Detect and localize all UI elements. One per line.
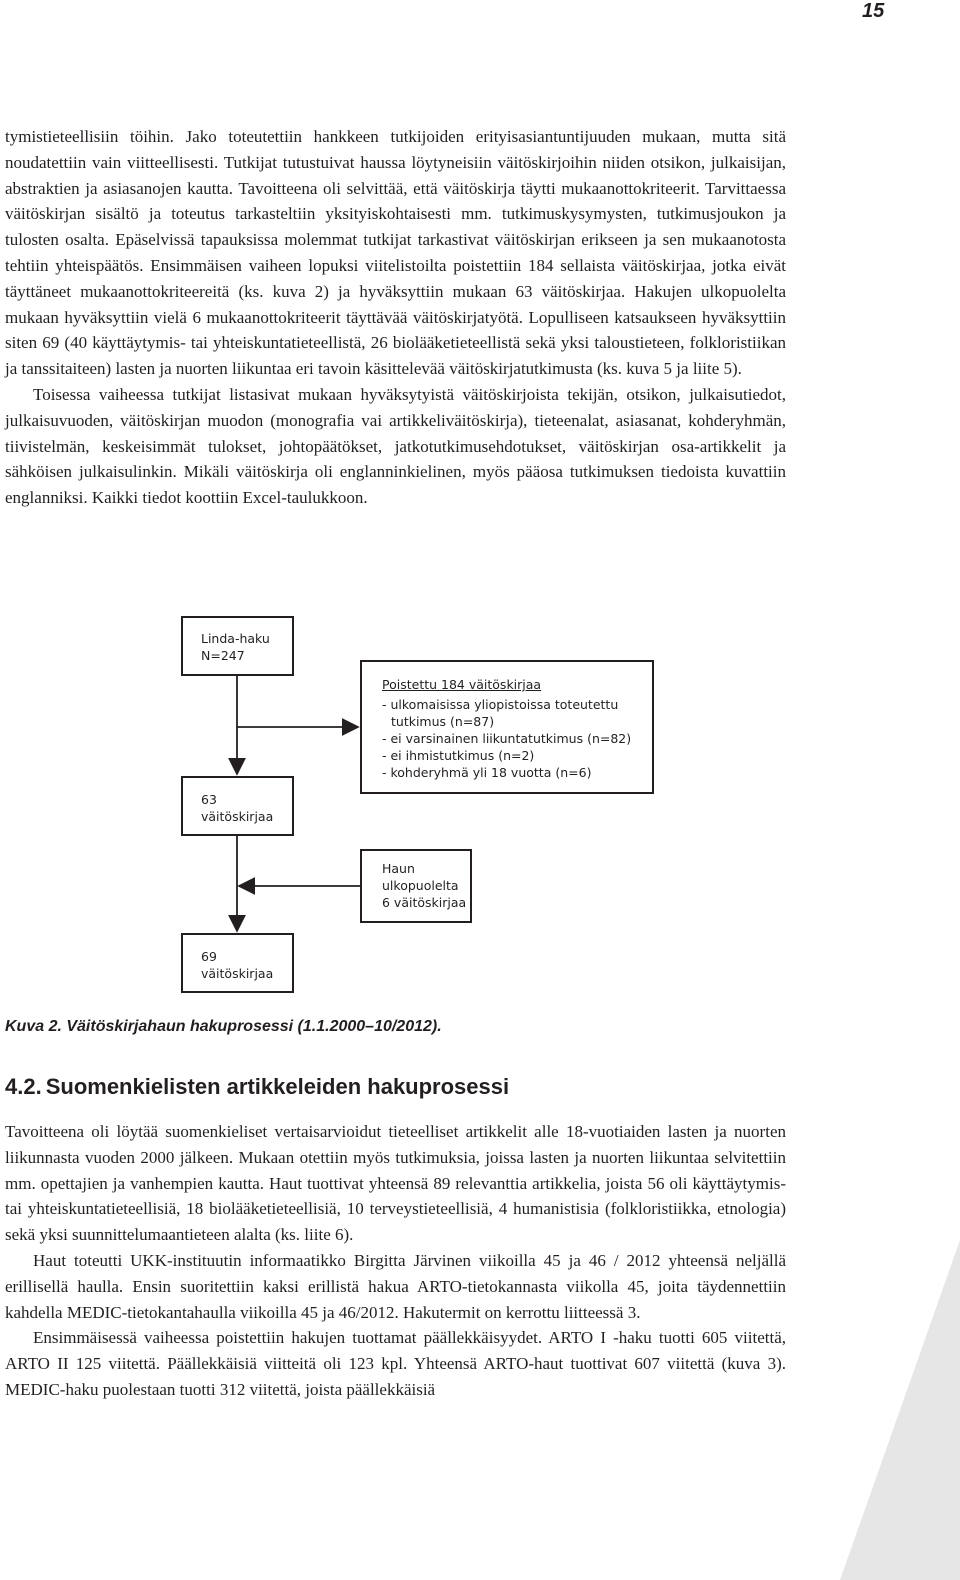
box-line: ulkopuolelta bbox=[382, 878, 459, 893]
box-line: Linda-haku bbox=[201, 631, 270, 646]
decorative-corner-shape bbox=[840, 1240, 960, 1580]
figure-caption: Kuva 2. Väitöskirjahaun hakuprosessi (1.1.2000–10/2012). bbox=[5, 1018, 442, 1035]
paragraph: Tavoitteena oli löytää suomenkieliset vertaisarvioidut tieteelliset artikkelit alle 18-vuotiaiden lasten ja nuorten liikunnasta vuoden 2000 jälkeen. Mukaan otettiin myös tutkimuksia, joissa lasten ja nuorten liikuntaa selvitettiin mm. opettajien ja vanhempien kautta. Haut tuottivat yhteensä 89 relevanttia artikkelia, joista 56 oli käyttäytymis- tai yhteiskuntatieteellisiä, 18 biolääketieteellisiä, 10 terveystieteellisiä, 4 humanistisia (folkloristiikka, etnologia) sekä yksi suunnittelumaantieteen alalta (ks. liite 6). bbox=[5, 1122, 786, 1245]
section-heading bbox=[5, 1074, 513, 1100]
box-line: N=247 bbox=[201, 648, 245, 663]
box-line: 6 väitöskirjaa bbox=[382, 895, 467, 910]
box-line: - kohderyhmä yli 18 vuotta (n=6) bbox=[382, 765, 592, 780]
section-number: 4.2. bbox=[5, 1074, 42, 1099]
page-number: 15 bbox=[862, 0, 885, 22]
box-title: Poistettu 184 väitöskirjaa bbox=[382, 677, 542, 692]
section-title: Suomenkielisten artikkeleiden hakuprosessi bbox=[45, 1074, 510, 1099]
paragraph: tymistieteellisiin töihin. Jako toteutettiin hankkeen tutkijoiden erityisasiantuntijuuden mukaan, mutta sitä noudatettiin vain viitteellisesti. Tutkijat tutustuivat haussa löytyneisiin väitöskirjoihin niiden otsikon, julkaisijan, abstraktien ja asiasanojen kautta. Tavoitteena oli selvittää, että väitöskirja täytti mukaanottokriteerit. Tarvittaessa väitöskirjan sisältö ja toteutus tarkasteltiin yksityiskohtaisesti mm. tutkimuskysymysten, tutkimusjoukon ja tulosten osalta. Epäselvissä tapauksissa molemmat tutkijat tarkastivat väitöskirjan erikseen ja sen mukaanotosta tehtiin yhteispäätös. Ensimmäisen vaiheen lopuksi viitelistoilta poistettiin 184 sellaista väitöskirjaa, jotka eivät täyttäneet mukaanottokriteereitä (ks. kuva 2) ja hyväksyttiin mukaan 63 väitöskirjaa. Hakujen ulkopuolelta mukaan hyväksyttiin vielä 6 mukaanottokriteerit täyttävää väitöskirjatyötä. Lopulliseen katsaukseen hyväksyttiin siten 69 (40 käyttäytymis- tai yhteiskuntatieteellistä, 26 biolääketieteellistä sekä yksi taloustieteen, folkloristiikan ja tanssitaiteen) lasten ja nuorten liikuntaa eri tavoin käsittelevää väitöskirjatutkimusta (ks. kuva 5 ja liite 5). bbox=[5, 127, 786, 379]
flow-box-removed bbox=[360, 660, 654, 794]
box-line: väitöskirjaa bbox=[201, 809, 274, 824]
box-line: - ei varsinainen liikuntatutkimus (n=82) bbox=[382, 731, 632, 746]
section-text bbox=[5, 1119, 786, 1403]
paragraph: Ensimmäisessä vaiheessa poistettiin hakujen tuottamat päällekkäisyydet. ARTO I -haku tuotti 605 viitettä, ARTO II 125 viitettä. Päällekkäisiä viitteitä oli 123 kpl. Yhteensä ARTO-haut tuottivat 607 viitettä (kuva 3). MEDIC-haku puolestaan tuotti 312 viitettä, joista päällekkäisiä bbox=[5, 1328, 786, 1399]
flow-box-69 bbox=[181, 933, 294, 993]
flow-box-63 bbox=[181, 776, 294, 836]
flow-box-outside-search bbox=[360, 849, 472, 923]
flow-box-linda-search bbox=[181, 616, 294, 676]
paragraph: Toisessa vaiheessa tutkijat listasivat mukaan hyväksytyistä väitöskirjoista tekijän, otsikon, julkaisutiedot, julkaisuvuoden, väitöskirjan muodon (monografia vai artikkeliväitöskirja), tieteenalat, asiasanat, kohderyhmän, tiivistelmän, keskeisimmät tulokset, johtopäätökset, jatkotutkimusehdotukset, väitöskirjan osa-artikkelit ja sähköisen julkaisulinkin. Mikäli väitöskirja oli englanninkielinen, myös pääosa tutkimuksen tiedoista kuvattiin englanniksi. Kaikki tiedot koottiin Excel-taulukkoon. bbox=[5, 384, 786, 508]
box-line: väitöskirjaa bbox=[201, 966, 274, 981]
box-line: tutkimus (n=87) bbox=[391, 714, 495, 729]
box-line: - ei ihmistutkimus (n=2) bbox=[382, 748, 535, 763]
box-line: 63 bbox=[201, 792, 217, 807]
paragraph: Haut toteutti UKK-instituutin informaatikko Birgitta Järvinen viikoilla 45 ja 46 / 2012 yhteensä neljällä erillisellä haulla. Ensin suoritettiin kaksi erillistä hakua ARTO-tietokannasta viikolla 45, joita täydennettiin kahdella MEDIC-tietokantahaulla viikoilla 45 ja 46/2012. Hakutermit on kerrottu liitteessä 3. bbox=[5, 1250, 786, 1322]
box-line: 69 bbox=[201, 949, 217, 964]
box-line: Haun bbox=[382, 861, 415, 876]
box-line: - ulkomaisissa yliopistoissa toteutettu bbox=[382, 697, 619, 712]
